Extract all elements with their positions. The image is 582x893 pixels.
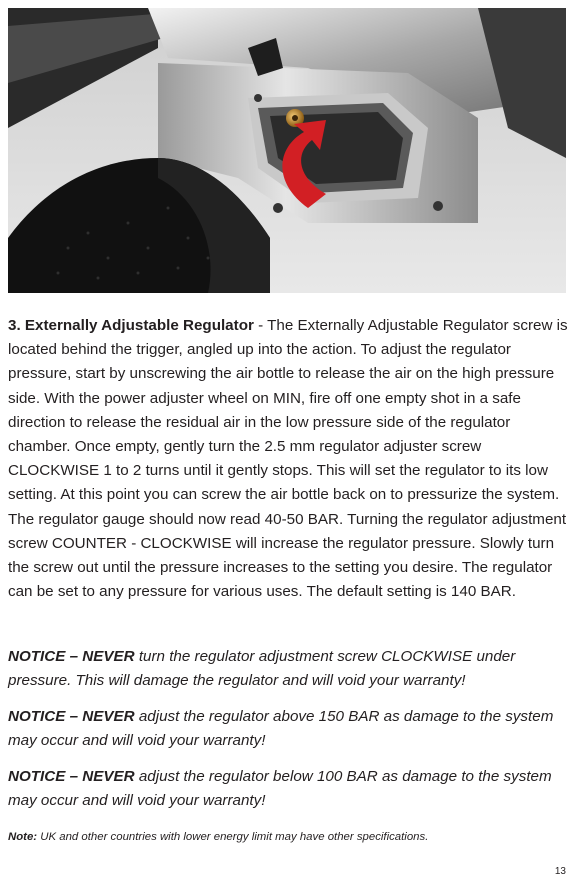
uk-note bbox=[8, 831, 568, 843]
notice-label: NOTICE – NEVER bbox=[8, 768, 135, 785]
product-photo bbox=[8, 8, 566, 293]
notice-text: turn the regulator adjustment screw CLOCKWISE under pressure. This will damage the regulator and will void your warranty! bbox=[8, 648, 516, 690]
note-text: UK and other countries with lower energy limit may have other specifications. bbox=[37, 831, 429, 843]
page-number: 13 bbox=[554, 866, 566, 877]
notice-text: adjust the regulator below 100 BAR as damage to the system may occur and will void your warranty! bbox=[8, 768, 552, 810]
notice-clockwise bbox=[8, 645, 568, 693]
notice-text: adjust the regulator above 150 BAR as damage to the system may occur and will void your warranty! bbox=[8, 708, 554, 750]
regulator-photo-illustration bbox=[8, 8, 566, 293]
notice-below-100 bbox=[8, 765, 568, 813]
notice-label: NOTICE – NEVER bbox=[8, 648, 135, 665]
notice-above-150 bbox=[8, 705, 568, 753]
regulator-paragraph bbox=[8, 314, 568, 604]
section-heading: 3. Externally Adjustable Regulator bbox=[8, 317, 254, 334]
note-label: Note: bbox=[8, 831, 38, 843]
section-body: - The Externally Adjustable Regulator screw is located behind the trigger, angled up into the action. To adjust the regulator pressure, start by unscrewing the air bottle to release the air on the high pressure side. With the power adjuster wheel on MIN, fire off one empty shot in a safe direction to release the residual air in the low pressure side of the regulator chamber. Once empty, gently turn the 2.5 mm regulator adjuster screw CLOCKWISE 1 to 2 turns until it gently stops. This will set the regulator to its low setting. At this point you can screw the air bottle back on to pressurize the system. The regulator gauge should now read 40-50 BAR. Turning the regulator adjustment screw COUNTER - CLOCKWISE will increase the regulator pressure. Slowly turn the screw out until the pressure increases to the setting you desire. The regulator can be set to any pressure for various uses. The default setting is 140 BAR. bbox=[8, 317, 568, 601]
notice-label: NOTICE – NEVER bbox=[8, 708, 135, 725]
